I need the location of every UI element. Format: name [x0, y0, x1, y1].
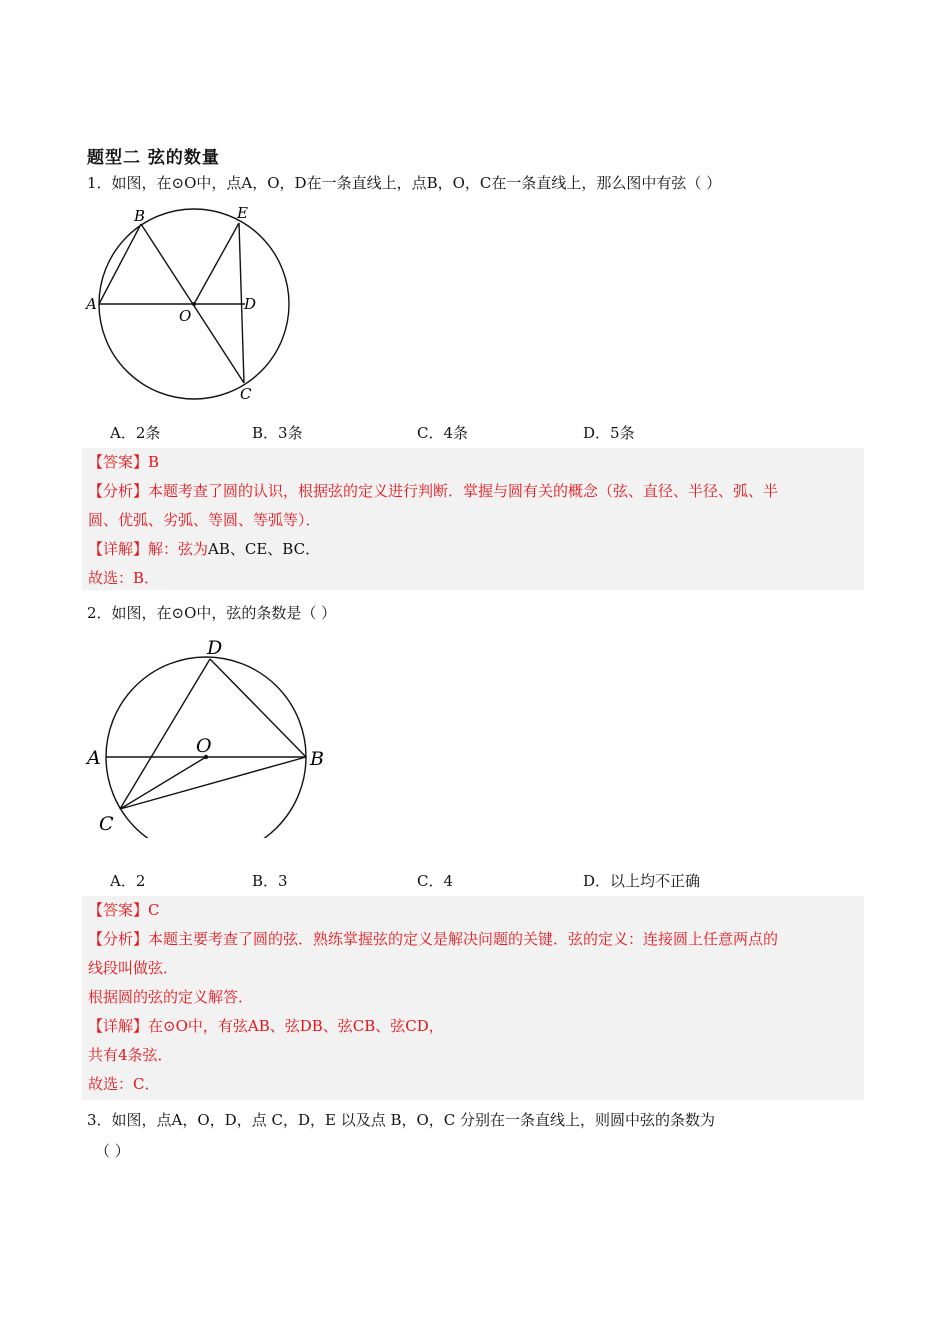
q1-analysis-line-1: 【分析】本题考查了圆的认识，根据弦的定义进行判断．掌握与圆有关的概念（弦、直径、半径、弧、半: [88, 482, 779, 500]
question-1-answer-box: [82, 448, 864, 590]
q2-analysis-line-2: 线段叫做弦．: [88, 959, 179, 977]
label-O: O: [196, 735, 212, 757]
label-E: E: [237, 204, 248, 222]
q1-detail-chords: AB、CE、BC．: [208, 540, 321, 558]
q1-conclusion: 故选：B．: [88, 569, 160, 587]
q2-conclusion: 故选：C．: [88, 1075, 160, 1093]
label-O: O: [179, 307, 192, 325]
question-2-answer-box: [82, 896, 864, 1100]
section-title: 题型二 弦的数量: [87, 148, 220, 168]
question-2-figure: [84, 633, 329, 838]
q2-option-c[interactable]: C．4: [417, 872, 454, 890]
q1-detail-label: 【详解】解：弦为: [88, 540, 209, 558]
question-2-text: 2．如图，在⊙O中，弦的条数是（ ）: [87, 604, 337, 622]
question-1-options: [110, 422, 870, 444]
q1-option-c[interactable]: C．4条: [417, 424, 469, 442]
q2-answer: 【答案】C: [88, 901, 160, 919]
q2-analysis-line-1: 【分析】本题主要考查了圆的弦．熟练掌握弦的定义是解决问题的关键．弦的定义：连接圆上任意两点的: [88, 930, 779, 948]
label-B: B: [134, 207, 146, 225]
q2-option-d[interactable]: D．以上均不正确: [583, 872, 701, 890]
q1-answer: 【答案】B: [88, 453, 160, 471]
label-D: D: [207, 637, 223, 659]
label-C: C: [99, 813, 114, 835]
q1-option-d[interactable]: D．5条: [583, 424, 635, 442]
q2-analysis-line-3: 根据圆的弦的定义解答．: [88, 988, 254, 1006]
q1-option-a[interactable]: A．2条: [110, 424, 161, 442]
label-C: C: [240, 385, 252, 403]
question-2-options: [110, 870, 870, 892]
q1-option-b[interactable]: B．3条: [252, 424, 303, 442]
question-1-figure: [84, 203, 294, 408]
label-A: A: [86, 295, 97, 313]
q2-option-b[interactable]: B．3: [252, 872, 288, 890]
q2-detail: 【详解】在⊙O中，有弦AB、弦DB、弦CB、弦CD，: [88, 1017, 444, 1035]
q2-option-a[interactable]: A．2: [110, 872, 146, 890]
question-1-text: 1．如图，在⊙O中，点A，O，D在一条直线上，点B，O，C在一条直线上，那么图中有弦（ ）: [87, 174, 722, 192]
question-3-paren: （ ）: [95, 1142, 130, 1160]
q2-count: 共有4条弦．: [88, 1046, 173, 1064]
label-B: B: [310, 748, 324, 770]
label-A: A: [87, 747, 101, 769]
q1-analysis-line-2: 圆、优弧、劣弧、等圆、等弧等）．: [88, 511, 321, 529]
q1-detail: [88, 535, 858, 564]
label-D: D: [244, 295, 257, 313]
question-3-text: 3．如图，点A，O，D，点 C，D，E 以及点 B，O，C 分别在一条直线上，则圆中弦的条数为: [87, 1111, 716, 1129]
